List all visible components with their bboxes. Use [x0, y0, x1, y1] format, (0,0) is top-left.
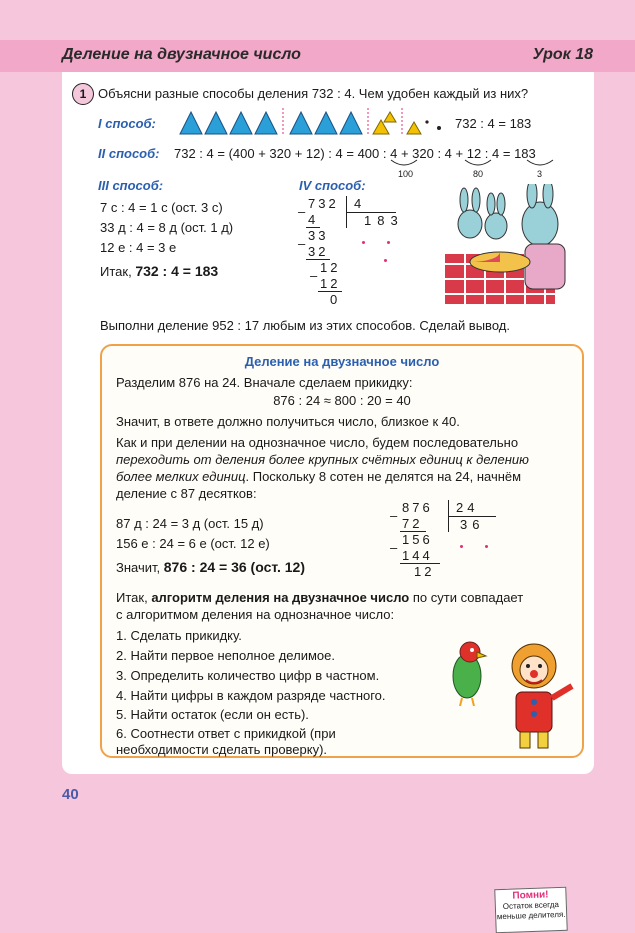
brace-value-1: 100: [398, 169, 414, 179]
ld1-row-2: 33: [308, 228, 329, 243]
long-division-732: 732 4 183 – 4 – 33 32 – 12 12 0: [298, 196, 404, 307]
ld1-row-1: 4: [308, 212, 316, 227]
rule-result-row: [116, 559, 305, 575]
algo-step-4: 4. Найти цифры в каждом разряде частного.: [116, 688, 386, 703]
rule-result: 876 : 24 = 36 (ост. 12): [163, 559, 306, 575]
page-number: 40: [62, 786, 79, 803]
rule-p3-line4: деление с 87 десятков:: [116, 486, 257, 501]
algo-a: Итак,: [116, 590, 148, 605]
rabbits-illustration: [440, 184, 590, 309]
rule-p3-line1: Как и при делении на однозначное число, будем последовательно: [116, 435, 519, 450]
way3-line-3: 12 е : 4 = 3 е: [100, 240, 177, 255]
way1-label: I способ:: [98, 116, 156, 131]
rule-p1-formula: 876 : 24 ≈ 800 : 20 = 40: [273, 393, 411, 408]
way3-result: 732 : 4 = 183: [135, 263, 219, 279]
way3-label: III способ:: [98, 178, 164, 193]
brace-value-2: 80: [473, 169, 484, 179]
algo-step-6-cont: необходимости сделать проверку).: [116, 742, 328, 757]
ld1-row-5: 12: [320, 276, 341, 291]
ld2-dividend: 876: [402, 500, 433, 515]
ld1-row-4: 12: [320, 260, 341, 275]
way1-result: 732 : 4 = 183: [455, 116, 532, 131]
ld1-divisor: 4: [354, 196, 362, 211]
lesson-label: Урок 18: [532, 46, 593, 63]
task-question: Объясни разные способы деления 732 : 4. Чем удобен каждый из них?: [98, 86, 529, 101]
page-title: Деление на двузначное число: [62, 46, 301, 63]
sticker-title: Помни!: [512, 889, 549, 902]
algo-step-6: 6. Соотнести ответ с прикидкой (при: [116, 726, 336, 741]
rule-result-prefix: Значит,: [116, 560, 161, 575]
way2-label: II способ:: [98, 146, 160, 161]
ld2-row-1: 72: [402, 516, 423, 531]
algo-step-5: 5. Найти остаток (если он есть).: [116, 707, 309, 722]
brace-value-3: 3: [537, 169, 543, 179]
header-bar: [0, 40, 635, 72]
algo-c: по сути совпадает: [412, 590, 524, 605]
way4-label: IV способ:: [299, 178, 366, 193]
clown-illustration: [494, 636, 579, 751]
rule-p1: Разделим 876 на 24. Вначале сделаем прикидку:: [116, 375, 413, 390]
rule-p3-line2: переходить от деления более крупных счётных единиц к делению: [116, 452, 529, 467]
ld1-quotient: 183: [364, 213, 404, 228]
way3-result-prefix: Итак,: [100, 264, 132, 279]
rule-box-title: Деление на двузначное число: [244, 354, 440, 369]
rule-p3-line3: [116, 469, 521, 484]
way3-result-row: [100, 263, 218, 279]
rule-calc-2: 156 е : 24 = 6 е (ост. 12 е): [116, 536, 270, 551]
algo-bold: алгоритм деления на двузначное число: [151, 590, 410, 605]
triangles-illustration: [177, 108, 447, 136]
way3-line-1: 7 с : 4 = 1 с (ост. 3 с): [100, 200, 223, 215]
way3-line-2: 33 д : 4 = 8 д (ост. 1 д): [100, 220, 234, 235]
ld2-quotient: 36: [460, 517, 485, 532]
way2-braces: [387, 158, 587, 170]
ld1-row-3: 32: [308, 244, 329, 259]
task-number: 1: [72, 83, 94, 105]
ld2-quotient-dots: [460, 535, 500, 553]
ld1-row-6: 0: [330, 292, 338, 307]
algo-line-1: [116, 590, 523, 605]
rule-p3-italic: более мелких единиц: [116, 469, 246, 484]
sticker-text: Остаток всегда меньше делителя.: [496, 900, 566, 922]
rule-calc-1: 87 д : 24 = 3 д (ост. 15 д): [116, 516, 264, 531]
content-card: [62, 72, 594, 922]
ld2-row-3: 144: [402, 548, 433, 563]
algo-step-2: 2. Найти первое неполное делимое.: [116, 648, 335, 663]
way2-expression: 732 : 4 = (400 + 320 + 12) : 4 = 400 : 4 + 320 : 4 + 12 : 4 = 183: [174, 146, 536, 161]
ld2-row-4: 12: [414, 564, 435, 579]
algo-line-2: с алгоритмом деления на однозначное число:: [116, 607, 395, 622]
ld2-divisor: 24: [456, 500, 479, 515]
rule-box: [100, 344, 584, 922]
rule-p2: Значит, в ответе должно получиться число, близкое к 40.: [116, 414, 460, 429]
ld1-quotient-dots: [362, 231, 402, 267]
parrot-illustration: [442, 636, 492, 706]
algo-step-3: 3. Определить количество цифр в частном.: [116, 668, 380, 683]
algo-step-1: 1. Сделать прикидку.: [116, 628, 242, 643]
reminder-sticker: [494, 887, 567, 933]
long-division-876: 876 24 36 – 72 – 156 144 12: [396, 500, 526, 610]
ld2-row-2: 156: [402, 532, 433, 547]
exercise-text: Выполни деление 952 : 17 любым из этих способов. Сделай вывод.: [100, 318, 510, 333]
rule-p3-rest: . Поскольку 8 сотен не делятся на 24, начнём: [245, 469, 522, 484]
ld1-dividend: 732: [308, 196, 339, 211]
